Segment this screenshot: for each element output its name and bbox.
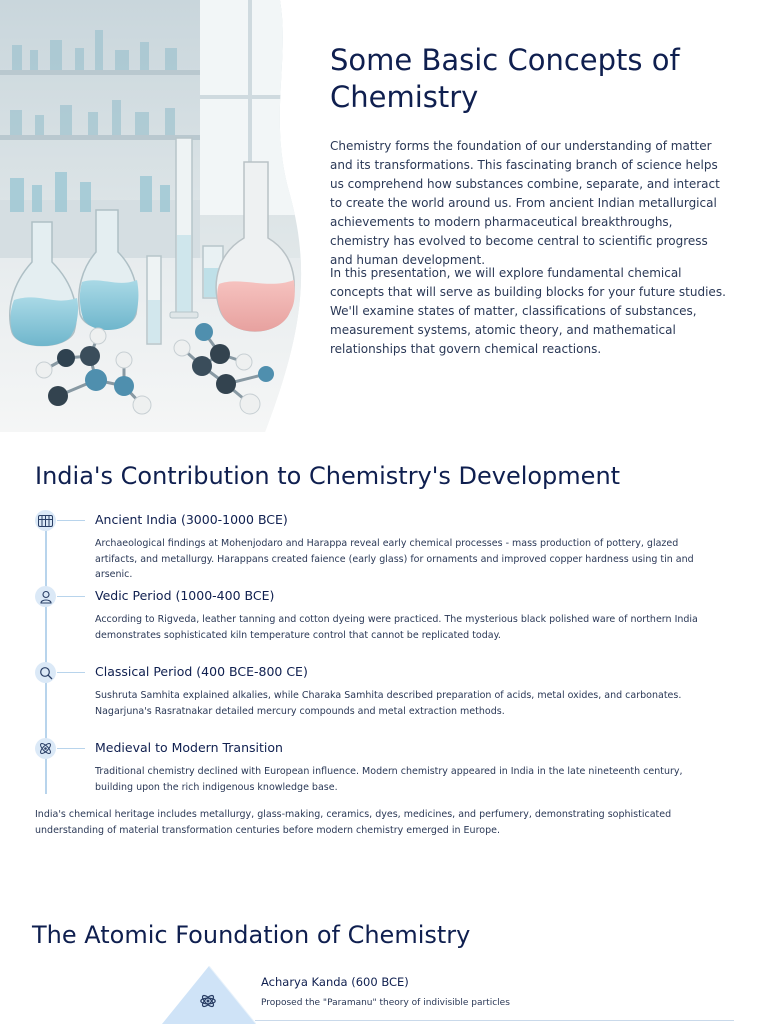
laboratory-glassware-molecules-image [0,0,305,432]
timeline-description: Sushruta Samhita explained alkalies, while Charaka Samhita described preparation of acids, metal oxides, and carbonates. Nagarjuna's Rasratnakar detailed mercury compounds and metal extraction methods. [95,690,682,717]
section-summary: India's chemical heritage includes metallurgy, glass-making, ceramics, dyes, medicines, and perfumery, demonstrating sophisticated understanding of material transformation centuries before modern chemistry emerged in Europe. [35,809,672,836]
overview-paragraph: In this presentation, we will explore fundamental chemical concepts that will serve as building blocks for your future studies. We'll examine states of matter, classifications of substances, measurement systems, atomic theory, and mathematical relationships that govern chemical reactions. [330,266,726,356]
pyramid-description: Proposed the "Paramanu" theory of indivisible particles [261,998,510,1008]
timeline-heading: Classical Period (400 BCE-800 CE) [95,664,308,679]
atom-icon [199,992,217,1010]
timeline-heading: Ancient India (3000-1000 BCE) [95,512,288,527]
intro-paragraph: Chemistry forms the foundation of our understanding of matter and its transformations. This fascinating branch of science helps us comprehend how substances combine, separate, and interact to create the world around us. From ancient Indian metallurgical achievements to modern pharmaceutical breakthroughs, chemistry has evolved to become central to scientific progress and human development. [330,139,720,267]
pyramid-heading: Acharya Kanda (600 BCE) [261,975,409,989]
timeline-connector [57,672,85,673]
timeline-description: Archaeological findings at Mohenjodaro and Harappa reveal early chemical processes - mass production of pottery, glazed artifacts, and metallurgy. Harappans created faience (early glass) for ornaments and improved copper hardness using tin and arsenic. [95,538,694,580]
hero-section [0,0,768,432]
page-title: Some Basic Concepts of Chemistry [330,43,680,114]
timeline-connector [57,596,85,597]
timeline-connector [57,520,85,521]
section-title: India's Contribution to Chemistry's Development [35,462,621,490]
magnifier-icon [35,662,56,683]
divider [255,1020,734,1021]
timeline-heading: Medieval to Modern Transition [95,740,283,755]
atom-icon [35,738,56,759]
timeline-description: Traditional chemistry declined with European influence. Modern chemistry appeared in India in the late nineteenth century, building upon the rich indigenous knowledge base. [95,766,683,793]
timeline-heading: Vedic Period (1000-400 BCE) [95,588,275,603]
section-title: The Atomic Foundation of Chemistry [32,921,471,949]
timeline-description: According to Rigveda, leather tanning and cotton dyeing were practiced. The mysterious black polished ware of northern India demonstrates sophisticated kiln temperature control that cannot be replicated today. [95,614,698,641]
person-icon [35,586,56,607]
grid-icon [35,510,56,531]
timeline-connector [57,748,85,749]
